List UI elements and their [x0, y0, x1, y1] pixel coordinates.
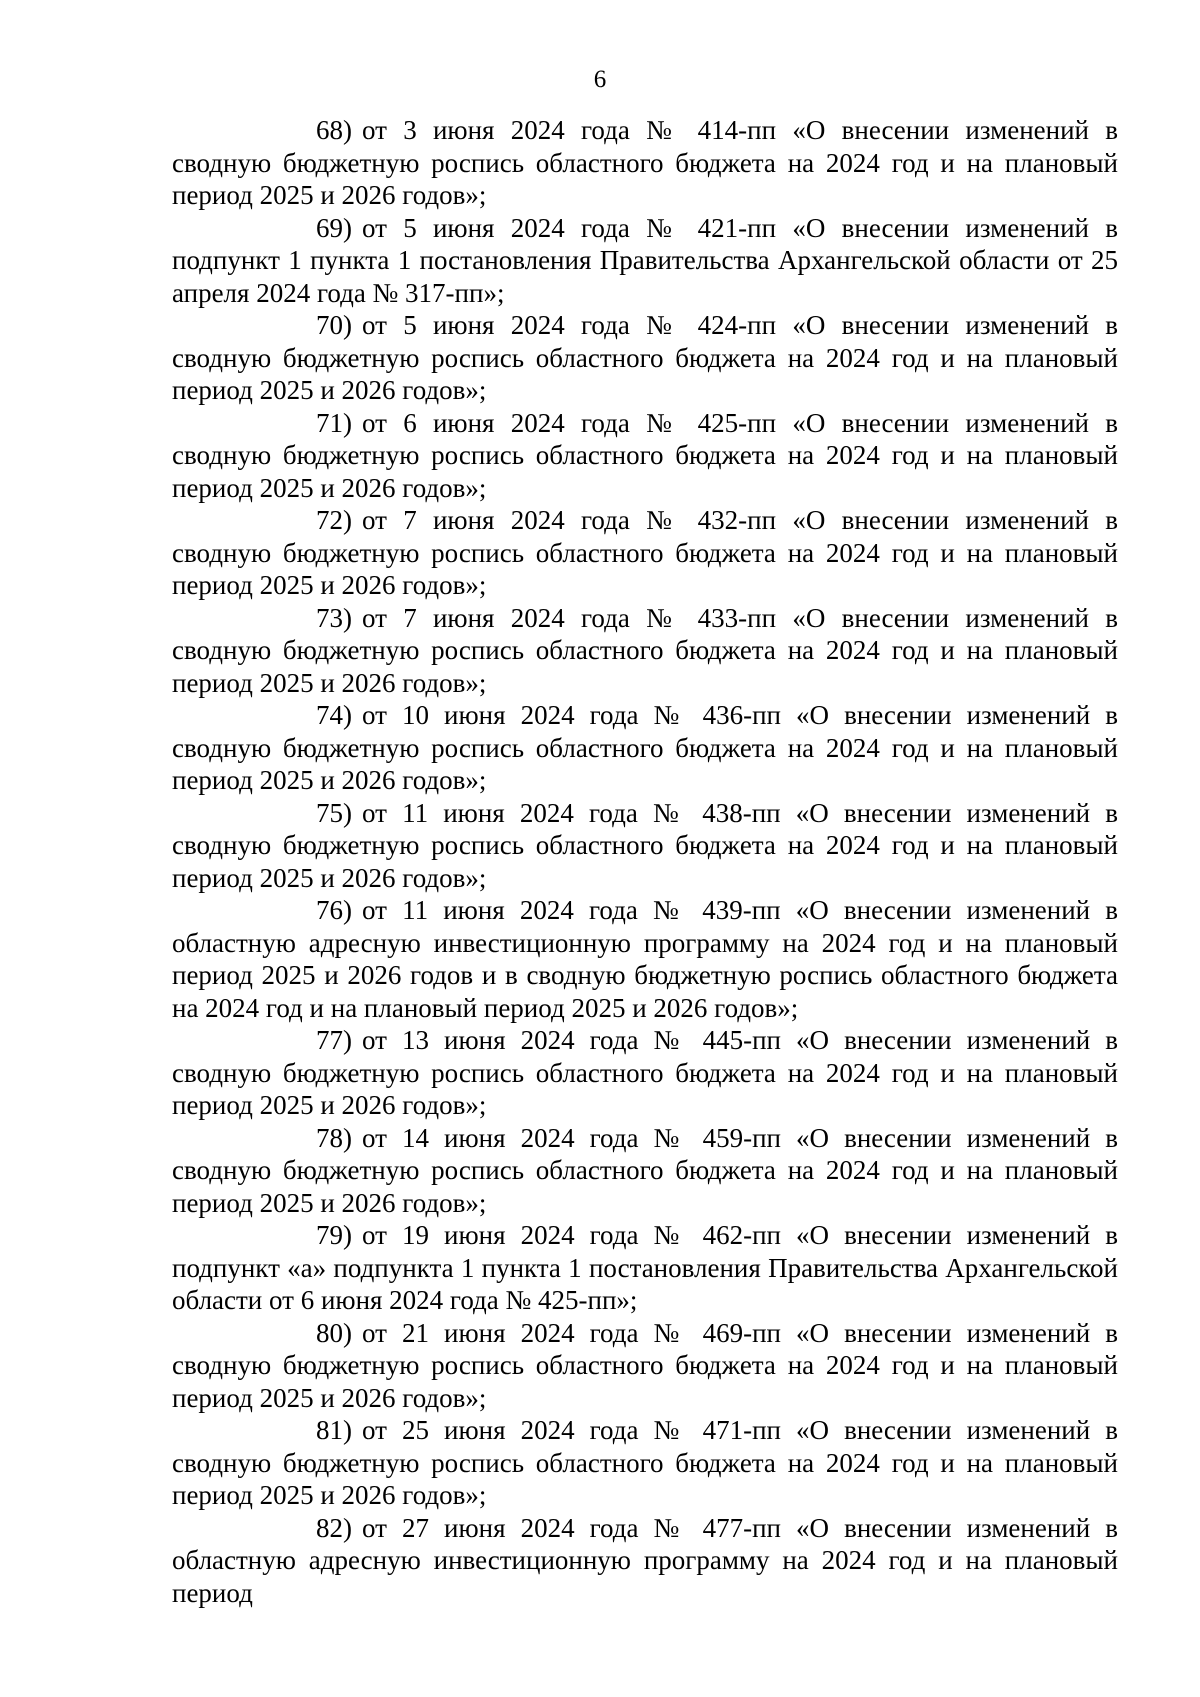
item-number: 81): [316, 1415, 352, 1445]
item-number: 73): [316, 602, 352, 633]
list-item: [172, 1512, 1118, 1610]
item-text: от 5 июня 2024 года № 421-пп «О внесении изменений в подпункт 1 пункта 1 постановления Правительства Архангельской области от 25 апреля 2024 года № 317-пп»;: [172, 212, 1118, 308]
item-number: 71): [316, 407, 352, 438]
document-body: [172, 114, 1118, 1609]
list-item: [172, 602, 1118, 700]
item-text: от 7 июня 2024 года № 432-пп «О внесении изменений в сводную бюджетную роспись областного бюджета на 2024 год и на плановый период 2025 и 2026 годов»;: [172, 505, 1118, 600]
list-item: [172, 407, 1118, 505]
item-text: от 27 июня 2024 года № 477-пп «О внесении изменений в областную адресную инвестиционную программу на 2024 год и на плановый период: [172, 1512, 1118, 1608]
list-item: [172, 212, 1118, 310]
list-item: [172, 1024, 1118, 1122]
item-number: 79): [316, 1220, 352, 1250]
item-text: от 11 июня 2024 года № 438-пп «О внесении изменений в сводную бюджетную роспись областного бюджета на 2024 год и на плановый период 2025 и 2026 годов»;: [172, 797, 1118, 893]
item-text: от 13 июня 2024 года № 445-пп «О внесении изменений в сводную бюджетную роспись областного бюджета на 2024 год и на плановый период 2025 и 2026 годов»;: [172, 1025, 1118, 1120]
item-number: 68): [316, 115, 352, 145]
item-number: 82): [316, 1512, 352, 1543]
item-text: от 21 июня 2024 года № 469-пп «О внесении изменений в сводную бюджетную роспись областного бюджета на 2024 год и на плановый период 2025 и 2026 годов»;: [172, 1317, 1118, 1413]
item-number: 80): [316, 1317, 352, 1348]
list-item: [172, 114, 1118, 212]
item-text: от 11 июня 2024 года № 439-пп «О внесении изменений в областную адресную инвестиционную программу на 2024 год и на плановый период 2025 и 2026 годов и в сводную бюджетную роспись областного бюджета на 2024 год и на плановый период 2025 и 2026 годов»;: [172, 895, 1118, 1023]
item-number: 72): [316, 505, 352, 535]
item-number: 76): [316, 895, 352, 925]
list-item: [172, 699, 1118, 797]
item-number: 77): [316, 1025, 352, 1055]
list-item: [172, 1414, 1118, 1512]
item-number: 75): [316, 797, 352, 828]
list-item: [172, 309, 1118, 407]
page-number: 6: [593, 66, 607, 93]
item-text: от 19 июня 2024 года № 462-пп «О внесении изменений в подпункт «а» подпункта 1 пункта 1 постановления Правительства Архангельской области от 6 июня 2024 года № 425-пп»;: [172, 1220, 1118, 1315]
list-item: [172, 504, 1118, 602]
item-text: от 3 июня 2024 года № 414-пп «О внесении изменений в сводную бюджетную роспись областного бюджета на 2024 год и на плановый период 2025 и 2026 годов»;: [172, 115, 1118, 210]
item-text: от 25 июня 2024 года № 471-пп «О внесении изменений в сводную бюджетную роспись областного бюджета на 2024 год и на плановый период 2025 и 2026 годов»;: [172, 1415, 1118, 1510]
item-number: 70): [316, 310, 352, 340]
list-item: [172, 1122, 1118, 1220]
list-item: [172, 1219, 1118, 1317]
list-item: [172, 1317, 1118, 1415]
item-number: 74): [316, 700, 352, 730]
list-item: [172, 894, 1118, 1024]
item-text: от 6 июня 2024 года № 425-пп «О внесении изменений в сводную бюджетную роспись областного бюджета на 2024 год и на плановый период 2025 и 2026 годов»;: [172, 407, 1118, 503]
item-text: от 7 июня 2024 года № 433-пп «О внесении изменений в сводную бюджетную роспись областного бюджета на 2024 год и на плановый период 2025 и 2026 годов»;: [172, 602, 1118, 698]
item-text: от 14 июня 2024 года № 459-пп «О внесении изменений в сводную бюджетную роспись областного бюджета на 2024 год и на плановый период 2025 и 2026 годов»;: [172, 1122, 1118, 1218]
item-number: 78): [316, 1122, 352, 1153]
item-number: 69): [316, 212, 352, 243]
item-text: от 5 июня 2024 года № 424-пп «О внесении изменений в сводную бюджетную роспись областного бюджета на 2024 год и на плановый период 2025 и 2026 годов»;: [172, 310, 1118, 405]
item-text: от 10 июня 2024 года № 436-пп «О внесении изменений в сводную бюджетную роспись областного бюджета на 2024 год и на плановый период 2025 и 2026 годов»;: [172, 700, 1118, 795]
list-item: [172, 797, 1118, 895]
